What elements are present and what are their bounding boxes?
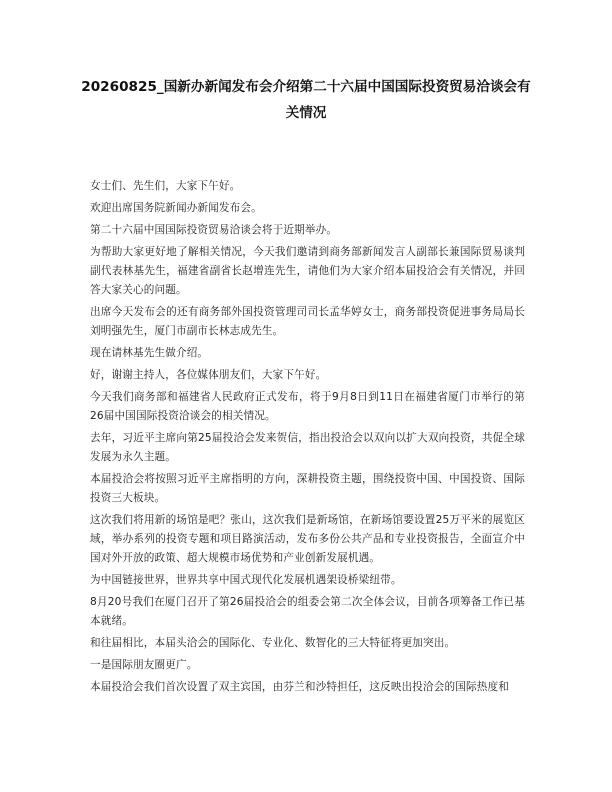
paragraph: 为中国链接世界，世界共享中国式现代化发展机遇架设桥梁纽带。 (90, 574, 402, 586)
paragraph: 欢迎出席国务院新闻办新闻发布会。 (90, 202, 262, 214)
paragraph: 出席今天发布会的还有商务部外国投资管理司司长孟华婷女士，商务部投资促进事务局局长刘明强先生，厦门市副市长林志成先生。 (90, 306, 525, 337)
paragraph: 今天我们商务部和福建省人民政府正式发布，将于9月8日到11日在福建省厦门市举行的第26届中国国际投资洽谈会的相关情况。 (90, 391, 525, 422)
paragraph: 现在请林基先生做介绍。 (90, 347, 209, 359)
paragraph: 女士们、先生们，大家下午好。 (90, 180, 241, 192)
paragraph: 8月20号我们在厦门召开了第26届投洽会的组委会第二次全体会议，目前各项筹备工作已基本就绪。 (90, 596, 525, 627)
document-title: 20260825_国新办新闻发布会介绍第二十六届中国国际投资贸易洽谈会有关情况 (81, 79, 531, 121)
paragraph: 本届投洽会将按照习近平主席指明的方向，深耕投资主题，围绕投资中国、中国投资、国际投资三大板块。 (90, 473, 525, 504)
paragraph: 为帮助大家更好地了解相关情况，今天我们邀请到商务部新闻发言人副部长兼国际贸易谈判副代表林基先生，福建省副省长赵增连先生，请他们为大家介绍本届投洽会有关情况，并回答大家关心的问题。 (90, 246, 525, 296)
paragraph: 去年，习近平主席向第25届投洽会发来贺信，指出投洽会以双向以扩大双向投资，共促全球发展为永久主题。 (90, 432, 525, 463)
paragraph: 和往届相比，本届头洽会的国际化、专业化、数智化的三大特征将更加突出。 (90, 637, 456, 649)
paragraph: 这次我们将用新的场馆是吧？张山，这次我们是新场馆，在新场馆要设置25万平米的展览区域，举办系列的投资专题和项目路演活动，发布多份公共产品和专业投资报告，全面宣介中国对外开放的政策、超大规模市场优势和产业创新发展机遇。 (90, 514, 525, 564)
paragraph: 第二十六届中国国际投资贸易洽谈会将于近期举办。 (90, 224, 338, 236)
paragraph: 好，谢谢主持人，各位媒体朋友们，大家下午好。 (90, 369, 327, 381)
document-body (90, 177, 525, 700)
paragraph: 本届投洽会我们首次设置了双主宾国，由芬兰和沙特担任，这反映出投洽会的国际热度和 (90, 681, 510, 693)
paragraph: 一是国际朋友圈更广。 (90, 659, 198, 671)
